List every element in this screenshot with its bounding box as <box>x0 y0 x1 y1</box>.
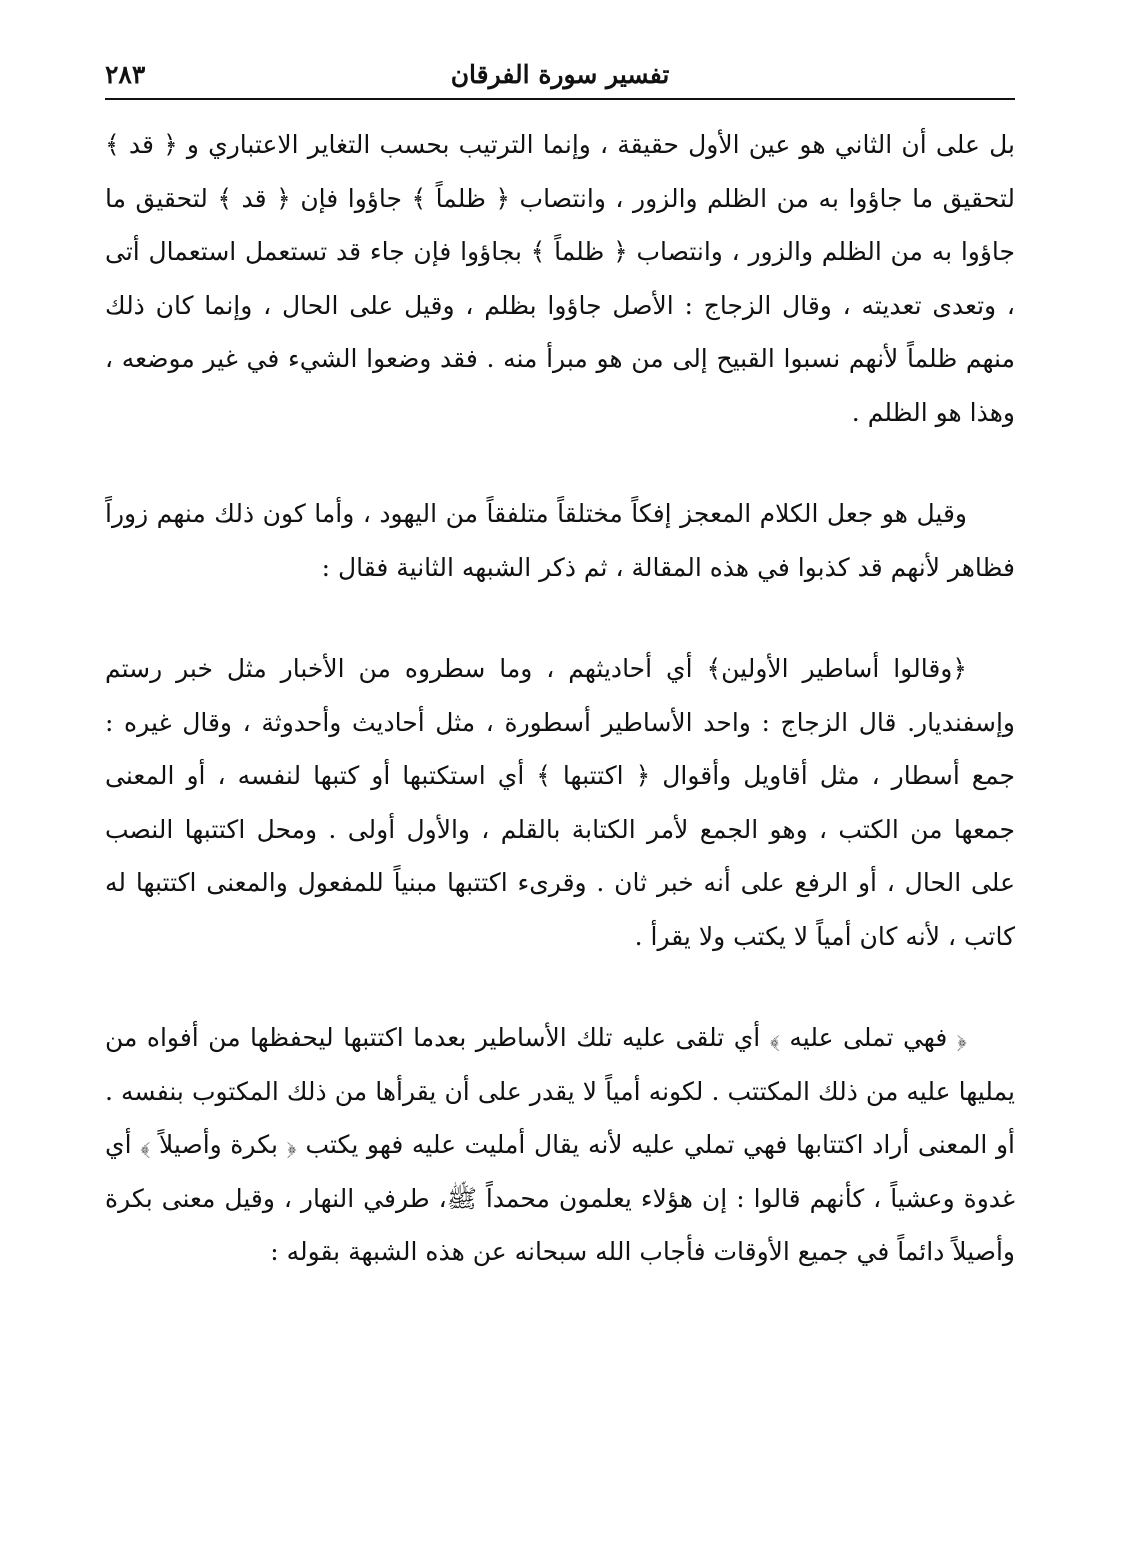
document-page <box>105 58 1015 1498</box>
page-number: ٢٨٣ <box>105 60 146 89</box>
paragraph-3: ﴿وقالوا أساطير الأولين﴾ أي أحاديثهم ، وما سطروه من الأخبار مثل خبر رستم وإسفنديار. قال الزجاج : واحد الأساطير أسطورة ، مثل أحاديث وأحدوثة ، وقال غيره : جمع أسطار ، مثل أقاويل وأقوال ﴿ اكتتبها ﴾ أي استكتبها أو كتبها لنفسه ، أو المعنى جمعها من الكتب ، وهو الجمع لأمر الكتابة بالقلم ، والأول أولى . ومحل اكتتبها النصب على الحال ، أو الرفع على أنه خبر ثان . وقرىء اكتتبها مبنياً للمفعول والمعنى اكتتبها له كاتب ، لأنه كان أمياً لا يكتب ولا يقرأ . <box>105 654 1015 951</box>
paragraph-1: بل على أن الثاني هو عين الأول حقيقة ، وإنما الترتيب بحسب التغاير الاعتباري و ﴿ قد ﴾ لتحقيق ما جاؤوا به من الظلم والزور ، وانتصاب ﴿ ظلماً ﴾ جاؤوا فإن ﴿ قد ﴾ لتحقيق ما جاؤوا به من الظلم والزور ، وانتصاب ﴿ ظلماً ﴾ بجاؤوا فإن جاء قد تستعمل استعمال أتى ، وتعدى تعديته ، وقال الزجاج : الأصل جاؤوا بظلم ، وقيل على الحال ، وإنما كان ذلك منهم ظلماً لأنهم نسبوا القبيح إلى من هو مبرأ منه . فقد وضعوا الشيء في غير موضعه ، وهذا هو الظلم . <box>105 130 1015 427</box>
body-text <box>105 118 1015 1279</box>
paragraph-2: وقيل هو جعل الكلام المعجز إفكاً مختلقاً متلفقاً من اليهود ، وأما كون ذلك منهم زوراً فظاهر لأنهم قد كذبوا في هذه المقالة ، ثم ذكر الشبهه الثانية فقال : <box>105 499 1015 582</box>
running-title: تفسير سورة الفرقان <box>450 60 670 89</box>
paragraph-4: ﴿ فهي تملى عليه ﴾ أي تلقى عليه تلك الأساطير بعدما اكتتبها ليحفظها من أفواه من يمليها عليه من ذلك المكتتب . لكونه أمياً لا يقدر على أن يقرأها من ذلك المكتوب بنفسه . أو المعنى أراد اكتتابها فهي تملي عليه لأنه يقال أمليت عليه فهو يكتب ﴿ بكرة وأصيلاً ﴾ أي غدوة وعشياً ، كأنهم قالوا : إن هؤلاء يعلمون محمداً ﷺ، طرفي النهار ، وقيل معنى بكرة وأصيلاً دائماً في جميع الأوقات فأجاب الله سبحانه عن هذه الشبهة بقوله : <box>105 1023 1015 1266</box>
page-header <box>105 58 1015 100</box>
